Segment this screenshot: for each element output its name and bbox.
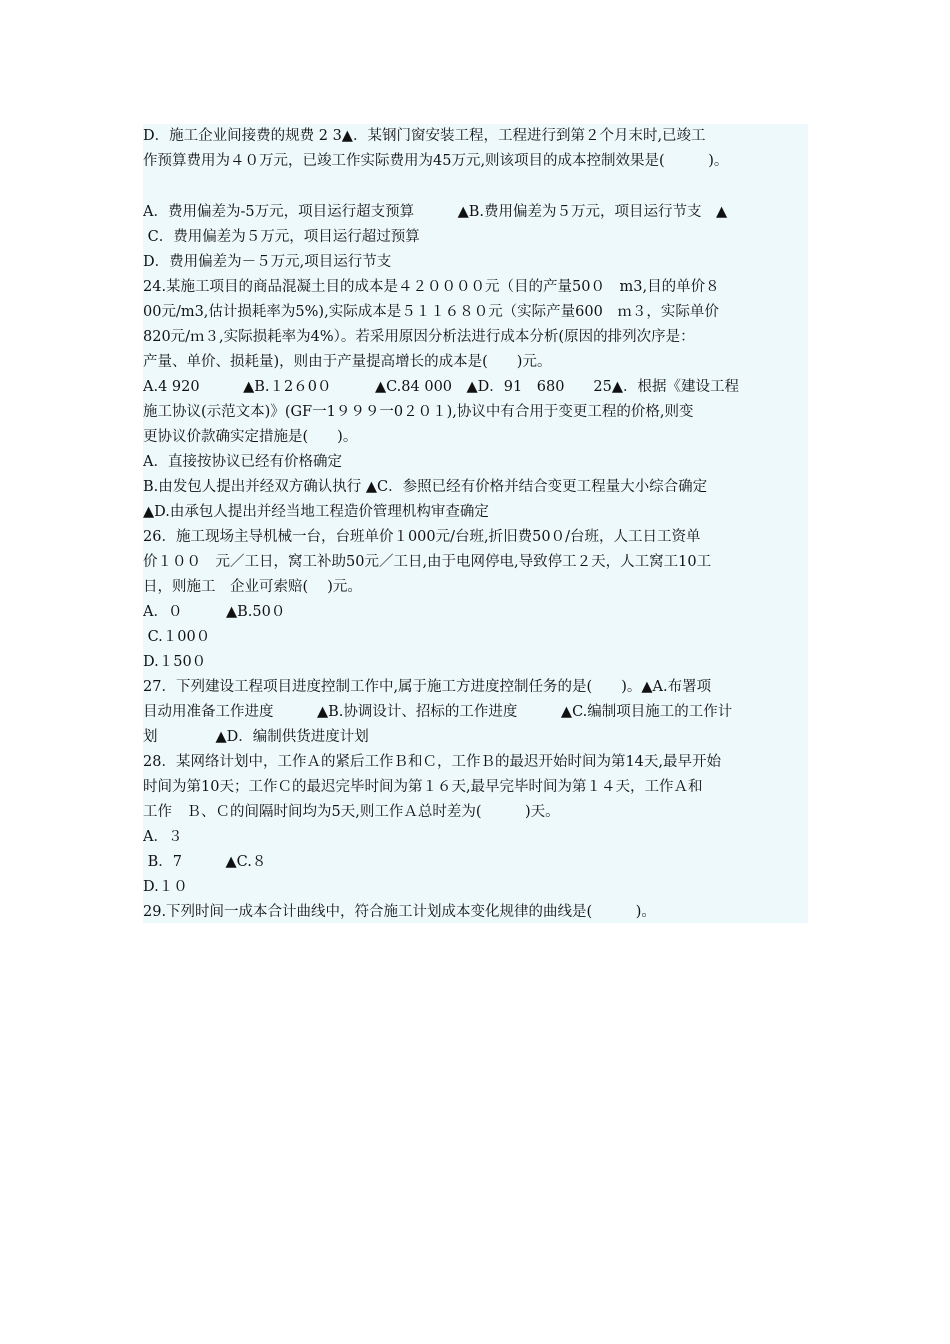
text-line: A．０ ▲B.50０	[143, 600, 808, 625]
text-line: 划 ▲D．编制供货进度计划	[143, 725, 808, 750]
text-line: D.１０	[143, 875, 808, 900]
text-line: 目动用准备工作进度 ▲B.协调设计、招标的工作进度 ▲C.编制项目施工的工作计	[143, 700, 808, 725]
text-line: 作预算费用为４０万元，已竣工作实际费用为45万元,则该项目的成本控制效果是( )。	[143, 149, 808, 174]
text-line: D．费用偏差为－５万元,项目运行节支	[143, 250, 808, 275]
text-line: 价１００ 元／工日，窝工补助50元／工日,由于电网停电,导致停工２天，人工窝工10工	[143, 550, 808, 575]
text-line: C．费用偏差为５万元，项目运行超过预算	[143, 225, 808, 250]
text-line: D.１50０	[143, 650, 808, 675]
text-line: 29.下列时间一成本合计曲线中，符合施工计划成本变化规律的曲线是( )。	[143, 900, 808, 923]
text-line: 工作 Ｂ、Ｃ的间隔时间均为5天,则工作Ａ总时差为( )天。	[143, 800, 808, 825]
text-line: 产量、单价、损耗量)，则由于产量提高增长的成本是( )元。	[143, 350, 808, 375]
text-line: 28．某网络计划中，工作Ａ的紧后工作Ｂ和Ｃ，工作Ｂ的最迟开始时间为第14天,最早开始	[143, 750, 808, 775]
text-line: ▲D.由承包人提出并经当地工程造价管理机构审查确定	[143, 500, 808, 525]
text-line: A．直接按协议已经有价格确定	[143, 450, 808, 475]
text-line: 27．下列建设工程项目进度控制工作中,属于施工方进度控制任务的是( )。▲A.布署项	[143, 675, 808, 700]
document-body	[143, 124, 808, 923]
text-line: 820元/ｍ３,实际损耗率为4%）。若采用原因分析法进行成本分析(原因的排列次序是：	[143, 325, 808, 350]
text-line: 时间为第10天；工作Ｃ的最迟完毕时间为第１６天,最早完毕时间为第１４天，工作Ａ和	[143, 775, 808, 800]
text-line: 更协议价款确实定措施是( )。	[143, 425, 808, 450]
text-line: 日，则施工 企业可索赔( )元。	[143, 575, 808, 600]
text-line: 24.某施工项目的商品混凝土目的成本是４２００００元（目的产量50０ m3,目的单价８	[143, 275, 808, 300]
text-line: 26．施工现场主导机械一台，台班单价１000元/台班,折旧费50０/台班，人工日工资单	[143, 525, 808, 550]
text-line: D．施工企业间接费的规费 2 3▲．某钢门窗安装工程，工程进行到第２个月末时,已竣工	[143, 124, 808, 149]
text-line: A．３	[143, 825, 808, 850]
text-line: B．7 ▲C.８	[143, 850, 808, 875]
blank-line	[143, 174, 808, 200]
text-line: 施工协议(示范文本)》(GF一1９９９一0２０１),协议中有合用于变更工程的价格,则变	[143, 400, 808, 425]
text-line: A．费用偏差为-5万元，项目运行超支预算 ▲B.费用偏差为５万元，项目运行节支 ▲	[143, 200, 808, 225]
text-line: B.由发包人提出并经双方确认执行 ▲C．参照已经有价格并结合变更工程量大小综合确定	[143, 475, 808, 500]
text-line: C.１00０	[143, 625, 808, 650]
text-line: A.4 920 ▲B.１2６0０ ▲C.84 000 ▲D．91 680 25▲．根据《建设工程	[143, 375, 808, 400]
text-line: 00元/m3,估计损耗率为5%),实际成本是５１１６８０元（实际产量600 ｍ３，实际单价	[143, 300, 808, 325]
